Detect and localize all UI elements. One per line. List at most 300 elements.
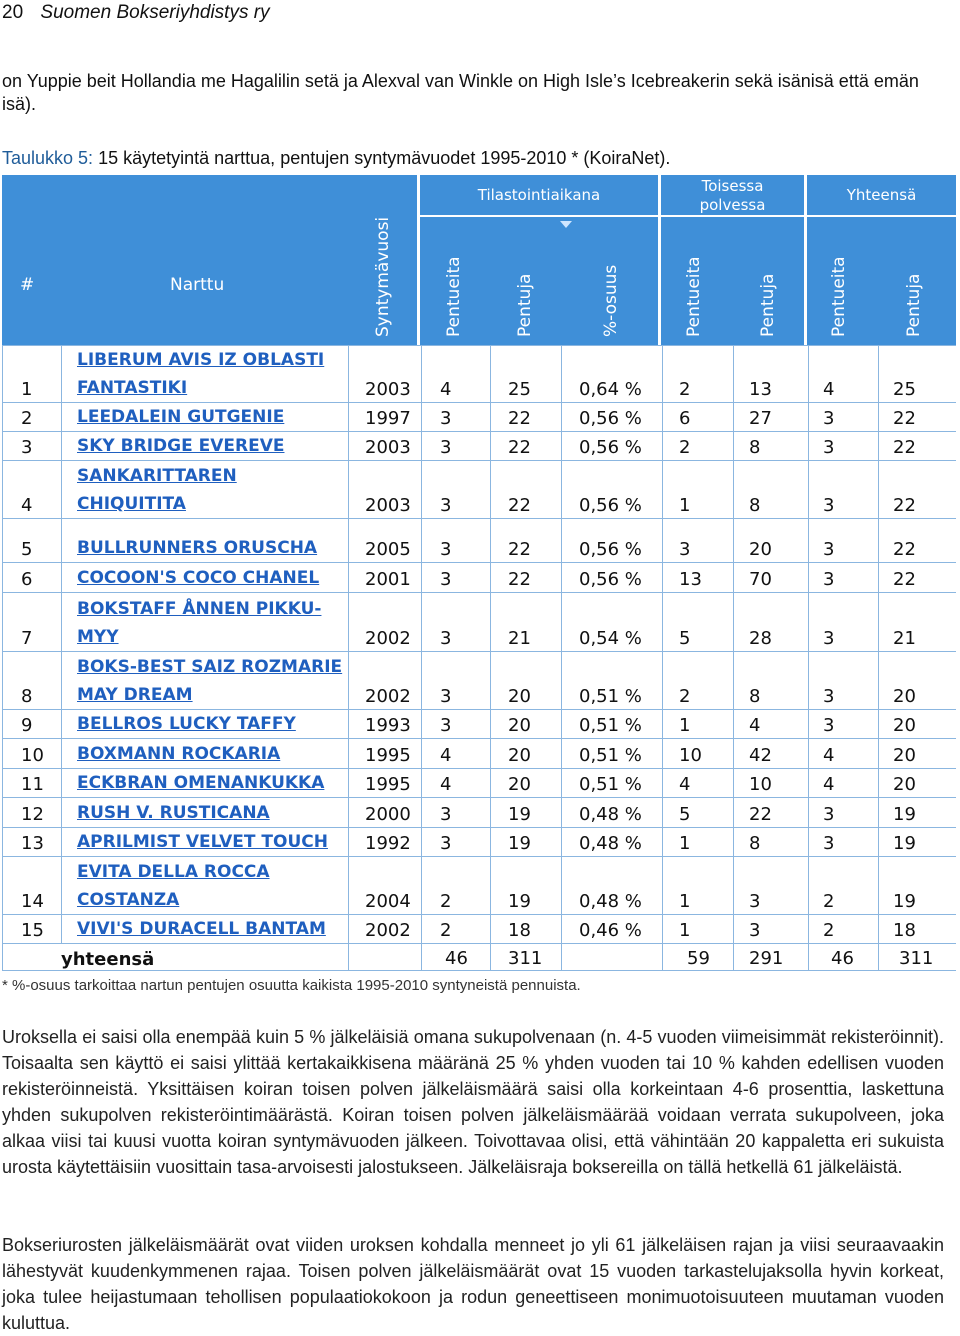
grid-line (421, 857, 422, 914)
grid-line (662, 915, 663, 943)
caption-label: Taulukko 5: (2, 148, 94, 168)
cell-lt: 3 (823, 569, 835, 590)
grid-line (61, 403, 62, 431)
cell-lt: 3 (823, 833, 835, 854)
grid-line (733, 432, 734, 460)
table-row (3, 460, 956, 518)
grid-line (490, 915, 491, 943)
dog-name-link[interactable]: COCOON'S COCO CHANEL (77, 568, 320, 588)
group-underline (420, 215, 658, 217)
grid-line (421, 432, 422, 460)
header-pups-total[interactable]: Pentuja (904, 273, 924, 337)
grid-line (561, 739, 562, 768)
grid-line (808, 769, 809, 797)
cell-pt: 20 (893, 686, 916, 707)
breeding-table (2, 175, 956, 971)
cell-pups: 19 (508, 833, 531, 854)
total-pups: 311 (508, 948, 543, 969)
grid-line (348, 915, 349, 943)
body-paragraph-2: Bokseriurosten jälkeläismäärät ovat viiden uroksen kohdalla menneet jo yli 61 jälkeläisen rajan ja viisi seuraavaakin lähestyvät kuudenkymmenen rajaa. Toisen polven jälkeläismäärät ovat 15 vuoden tarkastelujaksolla hyvin korkeat, joka tulee heijastumaan tehollisen populaatiokokoon ja rodun geneettiseen monimuotoisuuteen muutaman vuoden kuluttua. (2, 1235, 944, 1333)
table-row (3, 768, 956, 797)
cell-pt: 19 (893, 804, 916, 825)
cell-lt: 3 (823, 495, 835, 516)
grid-line (662, 519, 663, 562)
cell-lt: 3 (823, 715, 835, 736)
grid-line (421, 519, 422, 562)
table-body (2, 345, 956, 971)
cell-litters: 3 (440, 628, 452, 649)
cell-pt: 22 (893, 569, 916, 590)
grid-line (490, 461, 491, 518)
cell-rank: 1 (21, 379, 33, 400)
cell-litters: 3 (440, 437, 452, 458)
cell-pct: 0,56 % (579, 495, 642, 516)
grid-line (348, 944, 349, 970)
cell-pct: 0,56 % (579, 569, 642, 590)
cell-pt: 22 (893, 437, 916, 458)
table-row (3, 914, 956, 943)
cell-pt: 20 (893, 715, 916, 736)
grid-line (733, 798, 734, 827)
cell-year: 2003 (365, 437, 411, 458)
grid-line (421, 403, 422, 431)
cell-p2: 10 (749, 774, 772, 795)
cell-pt: 25 (893, 379, 916, 400)
dog-name-link[interactable]: BOXMANN ROCKARIA (77, 744, 281, 764)
grid-line (733, 739, 734, 768)
cell-p2: 42 (749, 745, 772, 766)
cell-lt: 4 (823, 774, 835, 795)
dog-name-link[interactable]: BOKSTAFF ÅNNEN PIKKU-MYY (77, 599, 322, 647)
grid-line (662, 857, 663, 914)
grid-line (733, 403, 734, 431)
grid-line (808, 461, 809, 518)
grid-line (348, 798, 349, 827)
grid-line (662, 710, 663, 738)
grid-line (61, 739, 62, 768)
cell-l2: 2 (679, 379, 691, 400)
grid-line (733, 652, 734, 709)
table-row (3, 562, 956, 592)
cell-p2: 3 (749, 920, 761, 941)
grid-line (808, 828, 809, 856)
grid-line (878, 710, 879, 738)
cell-pups: 25 (508, 379, 531, 400)
grid-line (348, 739, 349, 768)
header-percent[interactable]: %-osuus (601, 264, 621, 337)
grid-line (490, 828, 491, 856)
grid-line (878, 593, 879, 651)
cell-year: 1992 (365, 833, 411, 854)
grid-line (878, 432, 879, 460)
cell-rank: 2 (21, 408, 33, 429)
grid-line (348, 432, 349, 460)
cell-pct: 0,56 % (579, 539, 642, 560)
grid-line (808, 403, 809, 431)
cell-pct: 0,48 % (579, 891, 642, 912)
group-underline (661, 215, 804, 217)
total-lt: 46 (831, 948, 854, 969)
cell-pt: 22 (893, 495, 916, 516)
cell-year: 1995 (365, 745, 411, 766)
dog-name-link[interactable]: LIBERUM AVIS IZ OBLASTI FANTASTIKI (77, 350, 325, 398)
cell-lt: 3 (823, 408, 835, 429)
grid-line (808, 593, 809, 651)
grid-line (61, 563, 62, 592)
cell-pups: 20 (508, 686, 531, 707)
dog-name-link[interactable]: BELLROS LUCKY TAFFY (77, 714, 296, 734)
group-total[interactable]: Yhteensä (846, 186, 917, 204)
grid-line (348, 461, 349, 518)
cell-year: 2005 (365, 539, 411, 560)
totals-row (3, 943, 956, 970)
grid-line (808, 652, 809, 709)
group-underline (807, 215, 956, 217)
grid-line (348, 593, 349, 651)
cell-lt: 2 (823, 920, 835, 941)
cell-pt: 20 (893, 774, 916, 795)
table-row (3, 431, 956, 460)
cell-litters: 2 (440, 891, 452, 912)
cell-litters: 4 (440, 774, 452, 795)
grid-line (61, 519, 62, 562)
grid-line (490, 710, 491, 738)
cell-pups: 20 (508, 715, 531, 736)
grid-line (561, 769, 562, 797)
cell-lt: 4 (823, 379, 835, 400)
grid-line (490, 652, 491, 709)
organization-name: Suomen Bokseriyhdistys ry (40, 2, 270, 23)
cell-year: 2003 (365, 495, 411, 516)
cell-l2: 13 (679, 569, 702, 590)
cell-pct: 0,54 % (579, 628, 642, 649)
cell-l2: 5 (679, 804, 691, 825)
grid-line (61, 857, 62, 914)
dog-name-link[interactable]: SANKARITTAREN CHIQUITITA (77, 466, 237, 514)
grid-line (490, 432, 491, 460)
cell-lt: 4 (823, 745, 835, 766)
grid-line (561, 461, 562, 518)
dog-name-link[interactable]: BOKS-BEST SAIZ ROZMARIE MAY DREAM (77, 657, 343, 705)
grid-line (808, 944, 809, 970)
table-row (3, 402, 956, 431)
grid-line (490, 403, 491, 431)
cell-pups: 22 (508, 569, 531, 590)
grid-line (878, 346, 879, 402)
cell-pt: 22 (893, 539, 916, 560)
grid-line (878, 563, 879, 592)
grid-line (878, 769, 879, 797)
grid-line (561, 593, 562, 651)
cell-pups: 18 (508, 920, 531, 941)
sort-arrow-icon[interactable] (560, 221, 572, 228)
cell-l2: 4 (679, 774, 691, 795)
grid-line (348, 346, 349, 402)
grid-line (878, 461, 879, 518)
grid-line (490, 769, 491, 797)
grid-line (878, 944, 879, 970)
grid-line (878, 519, 879, 562)
grid-line (878, 915, 879, 943)
cell-pt: 19 (893, 833, 916, 854)
grid-line (490, 519, 491, 562)
grid-line (662, 403, 663, 431)
grid-line (348, 563, 349, 592)
table-row (3, 856, 956, 914)
dog-name-link[interactable]: LEEDALEIN GUTGENIE (77, 407, 285, 427)
header-pups[interactable]: Pentuja (515, 273, 535, 337)
cell-year: 2000 (365, 804, 411, 825)
cell-pct: 0,48 % (579, 833, 642, 854)
cell-litters: 4 (440, 745, 452, 766)
dog-name-link[interactable]: SKY BRIDGE EVEREVE (77, 436, 285, 456)
cell-rank: 9 (21, 715, 33, 736)
grid-line (348, 519, 349, 562)
cell-litters: 4 (440, 379, 452, 400)
table-row (3, 827, 956, 856)
cell-rank: 7 (21, 628, 33, 649)
dog-name-link[interactable]: VIVI'S DURACELL BANTAM (77, 919, 326, 939)
cell-litters: 3 (440, 569, 452, 590)
header-name[interactable]: Narttu (170, 275, 225, 295)
group-second-line2: polvessa (699, 196, 766, 214)
grid-line (561, 710, 562, 738)
cell-rank: 4 (21, 495, 33, 516)
cell-p2: 27 (749, 408, 772, 429)
grid-line (61, 798, 62, 827)
cell-l2: 2 (679, 437, 691, 458)
cell-pups: 22 (508, 539, 531, 560)
header-year[interactable]: Syntymävuosi (373, 216, 393, 337)
grid-line (808, 519, 809, 562)
cell-pups: 21 (508, 628, 531, 649)
total-p2: 291 (749, 948, 784, 969)
grid-line (61, 461, 62, 518)
grid-line (561, 403, 562, 431)
grid-line (733, 828, 734, 856)
cell-pups: 20 (508, 774, 531, 795)
cell-litters: 2 (440, 920, 452, 941)
cell-p2: 8 (749, 495, 761, 516)
cell-rank: 5 (21, 539, 33, 560)
cell-pups: 22 (508, 437, 531, 458)
grid-line (421, 828, 422, 856)
cell-pct: 0,51 % (579, 774, 642, 795)
cell-p2: 3 (749, 891, 761, 912)
cell-pct: 0,48 % (579, 804, 642, 825)
group-statistics-period[interactable]: Tilastointiaikana (477, 186, 601, 204)
cell-lt: 3 (823, 539, 835, 560)
cell-year: 2004 (365, 891, 411, 912)
grid-line (808, 915, 809, 943)
grid-line (878, 828, 879, 856)
header-rank: # (20, 275, 35, 295)
table-row (3, 651, 956, 709)
grid-line (561, 519, 562, 562)
table-row (3, 345, 956, 402)
grid-line (808, 563, 809, 592)
grid-line (490, 857, 491, 914)
grid-line (348, 403, 349, 431)
grid-line (421, 798, 422, 827)
table-row (3, 592, 956, 651)
grid-line (490, 563, 491, 592)
grid-line (61, 346, 62, 402)
grid-line (348, 857, 349, 914)
cell-pct: 0,46 % (579, 920, 642, 941)
grid-line (662, 652, 663, 709)
grid-line (733, 519, 734, 562)
cell-year: 2002 (365, 628, 411, 649)
intro-paragraph: on Yuppie beit Hollandia me Hagalilin setä ja Alexval van Winkle on High Isle’s Icebreakerin sekä isänisä että emän isä). (2, 71, 919, 114)
header-litters[interactable]: Pentueita (444, 256, 464, 337)
dog-name-link[interactable]: APRILMIST VELVET TOUCH (77, 832, 328, 852)
grid-line (878, 403, 879, 431)
group-second-line1: Toisessa (701, 177, 764, 195)
dog-name-link[interactable]: BULLRUNNERS ORUSCHA (77, 538, 318, 558)
header-litters-second[interactable]: Pentueita (684, 256, 704, 337)
cell-p2: 8 (749, 833, 761, 854)
cell-rank: 6 (21, 569, 33, 590)
cell-lt: 3 (823, 628, 835, 649)
total-pt: 311 (899, 948, 934, 969)
grid-line (808, 432, 809, 460)
grid-line (421, 710, 422, 738)
cell-pups: 19 (508, 804, 531, 825)
cell-pt: 19 (893, 891, 916, 912)
cell-p2: 13 (749, 379, 772, 400)
grid-line (348, 828, 349, 856)
caption-text: 15 käytetyintä narttua, pentujen syntymävuodet 1995-2010 * (KoiraNet). (98, 148, 671, 168)
cell-year: 1995 (365, 774, 411, 795)
grid-line (421, 739, 422, 768)
cell-litters: 3 (440, 804, 452, 825)
cell-rank: 15 (21, 920, 44, 941)
grid-line (662, 944, 663, 970)
grid-line (662, 432, 663, 460)
cell-litters: 3 (440, 539, 452, 560)
body-paragraph-1: Uroksella ei saisi olla enempää kuin 5 % jälkeläisiä omana sukupolvenaan (n. 4-5 vuoden viimeisimmät rekisteröinnit). Toisaalta sen käyttö ei saisi ylittää kertakaikkisena määränä 25 % yhden vuoden tai 10 % kahden edellisen vuoden rekisteröinneistä. Yksittäisen koiran toisen polven jälkeläismäärä saisi olla korkeintaan 4-6 prosenttia, laskettuna yhden sukupolven rekisteröintimäärästä. Koiran toisen polven jälkeläismäärää voidaan verrata sukupolveen, joka alkaa viisi tai kuusi vuotta koiran syntymävuoden jälkeen. Toivottavaa olisi, että vähintään 20 kappaletta eri sukuista urosta käytettäisiin vuosittain tasa-arvoisesti jalostukseen. Jälkeläisraja boksereilla on tällä hetkellä 61 jälkeläistä. (2, 1027, 944, 1177)
cell-litters: 3 (440, 408, 452, 429)
cell-rank: 3 (21, 437, 33, 458)
grid-line (808, 710, 809, 738)
grid-line (61, 828, 62, 856)
grid-line (421, 563, 422, 592)
cell-pups: 22 (508, 408, 531, 429)
grid-line (733, 346, 734, 402)
cell-pups: 20 (508, 745, 531, 766)
grid-line (490, 739, 491, 768)
group-second-generation (661, 177, 804, 215)
grid-line (878, 652, 879, 709)
grid-line (61, 769, 62, 797)
grid-line (61, 432, 62, 460)
grid-line (733, 563, 734, 592)
cell-rank: 12 (21, 804, 44, 825)
page-header (2, 2, 270, 24)
grid-line (662, 739, 663, 768)
grid-line (808, 857, 809, 914)
grid-line (490, 346, 491, 402)
cell-lt: 3 (823, 804, 835, 825)
cell-pt: 21 (893, 628, 916, 649)
cell-p2: 8 (749, 686, 761, 707)
grid-line (561, 857, 562, 914)
grid-line (561, 563, 562, 592)
cell-litters: 3 (440, 715, 452, 736)
grid-line (61, 652, 62, 709)
grid-line (561, 346, 562, 402)
cell-rank: 10 (21, 745, 44, 766)
dog-name-link[interactable]: RUSH V. RUSTICANA (77, 803, 270, 823)
grid-line (61, 915, 62, 943)
cell-p2: 22 (749, 804, 772, 825)
grid-line (662, 346, 663, 402)
totals-label: yhteensä (61, 949, 155, 970)
cell-l2: 1 (679, 920, 691, 941)
table-row (3, 797, 956, 827)
cell-litters: 3 (440, 686, 452, 707)
grid-line (490, 798, 491, 827)
grid-line (733, 461, 734, 518)
table-row (3, 738, 956, 768)
grid-line (662, 563, 663, 592)
table-footnote: * %-osuus tarkoittaa nartun pentujen osuutta kaikista 1995-2010 syntyneistä pennuista. (2, 977, 581, 994)
cell-l2: 1 (679, 833, 691, 854)
grid-line (561, 798, 562, 827)
grid-line (662, 593, 663, 651)
cell-pups: 22 (508, 495, 531, 516)
cell-l2: 1 (679, 495, 691, 516)
cell-litters: 3 (440, 833, 452, 854)
grid-line (61, 710, 62, 738)
grid-line (662, 798, 663, 827)
grid-line (490, 593, 491, 651)
grid-line (421, 769, 422, 797)
header-pups-second[interactable]: Pentuja (758, 273, 778, 337)
grid-line (421, 652, 422, 709)
cell-year: 2002 (365, 920, 411, 941)
total-l2: 59 (687, 948, 710, 969)
header-litters-total[interactable]: Pentueita (829, 256, 849, 337)
cell-lt: 3 (823, 437, 835, 458)
cell-pt: 18 (893, 920, 916, 941)
cell-l2: 5 (679, 628, 691, 649)
dog-name-link[interactable]: ECKBRAN OMENANKUKKA (77, 773, 325, 793)
cell-l2: 6 (679, 408, 691, 429)
cell-pt: 22 (893, 408, 916, 429)
grid-line (878, 857, 879, 914)
grid-line (733, 593, 734, 651)
grid-line (421, 915, 422, 943)
cell-year: 2001 (365, 569, 411, 590)
grid-line (733, 710, 734, 738)
grid-line (348, 652, 349, 709)
total-litters: 46 (445, 948, 468, 969)
grid-line (348, 710, 349, 738)
grid-line (733, 857, 734, 914)
cell-l2: 10 (679, 745, 702, 766)
grid-line (662, 769, 663, 797)
dog-name-link[interactable]: EVITA DELLA ROCCA COSTANZA (77, 862, 270, 910)
grid-line (421, 593, 422, 651)
cell-rank: 13 (21, 833, 44, 854)
cell-rank: 11 (21, 774, 44, 795)
cell-pt: 20 (893, 745, 916, 766)
cell-year: 2002 (365, 686, 411, 707)
grid-line (662, 828, 663, 856)
page-number: 20 (2, 2, 24, 23)
